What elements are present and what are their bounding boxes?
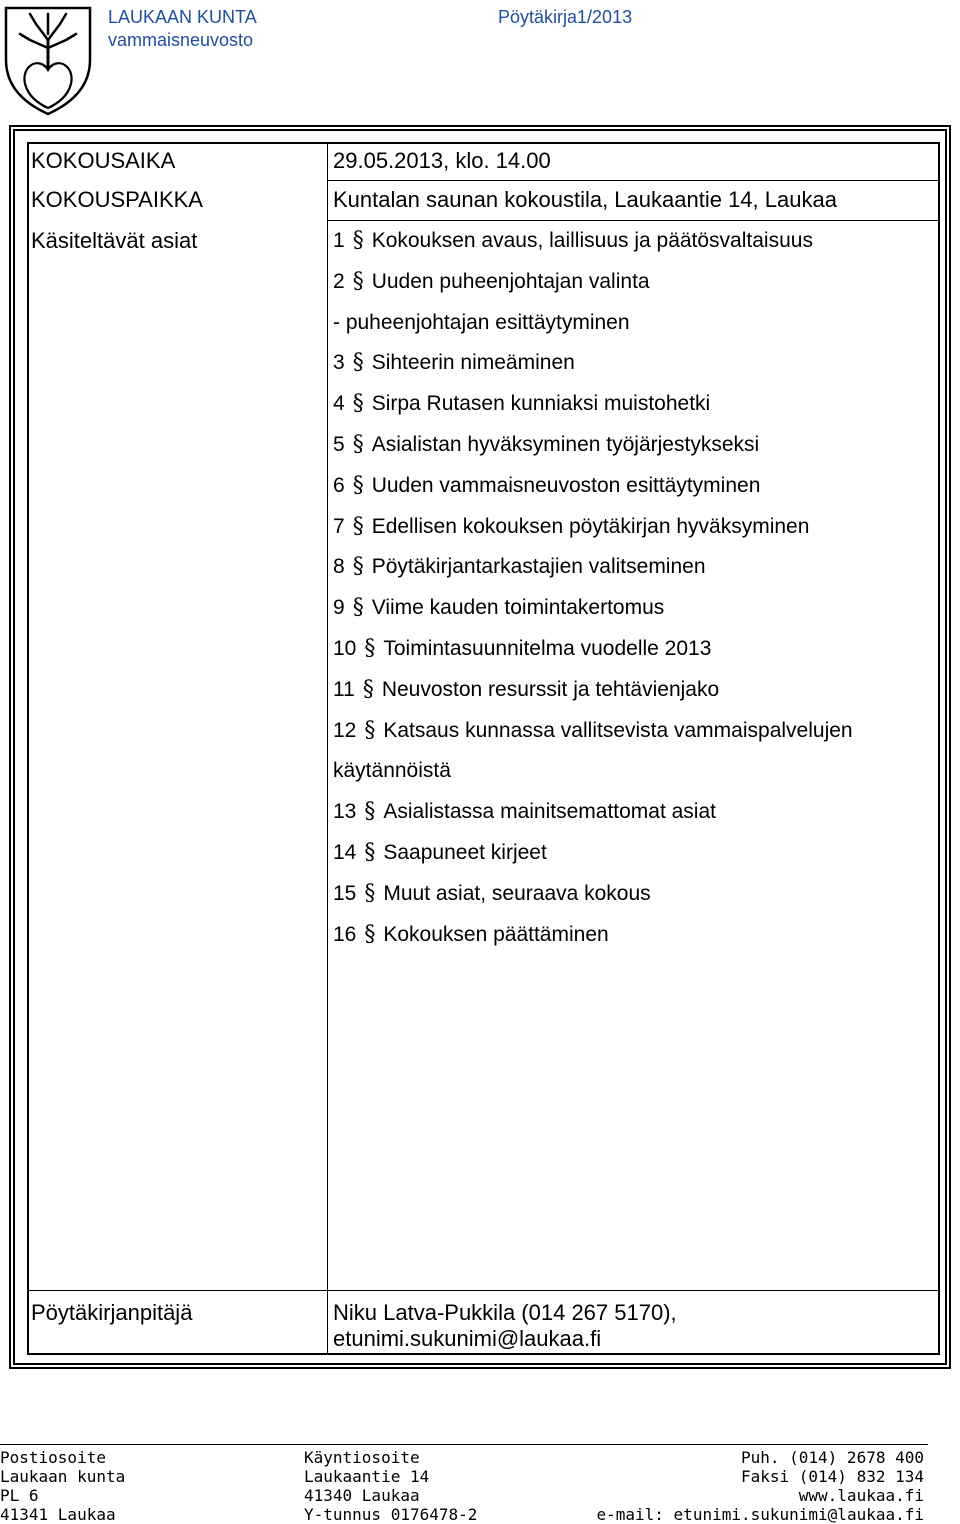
agenda-item — [333, 881, 651, 907]
secretary-label: Pöytäkirjanpitäjä — [31, 1300, 193, 1325]
agenda-item-number: 15 — [333, 882, 357, 905]
meeting-time-label: KOKOUSAIKA — [31, 148, 176, 173]
section-sign: § — [352, 473, 364, 498]
meeting-time-value: 29.05.2013, klo. 14.00 — [333, 148, 551, 173]
meeting-table — [27, 142, 940, 1355]
agenda-item-text: - puheenjohtajan esittäytyminen — [333, 311, 630, 334]
section-sign: § — [364, 636, 376, 661]
footer-fax: Faksi (014) 832 134 — [740, 1467, 924, 1486]
agenda-item-number: 1 — [333, 229, 345, 252]
section-sign: § — [352, 432, 364, 457]
agenda-item-number: 2 — [333, 270, 345, 293]
agenda-item — [333, 350, 575, 376]
agenda-item — [333, 514, 809, 540]
section-sign: § — [364, 881, 376, 906]
agenda-item-number: 11 — [333, 678, 355, 701]
agenda-item-number: 12 — [333, 719, 357, 742]
column-divider — [327, 144, 328, 1353]
agenda-item-number: 6 — [333, 474, 345, 497]
agenda-item-number: 3 — [333, 351, 345, 374]
section-sign: § — [364, 718, 376, 743]
secretary-name: Niku Latva-Pukkila (014 267 5170), — [333, 1300, 677, 1325]
agenda-item-number: 4 — [333, 392, 345, 415]
section-sign: § — [364, 922, 376, 947]
section-sign: § — [352, 391, 364, 416]
agenda-item — [333, 718, 853, 744]
agenda-item — [333, 391, 710, 417]
agenda-item-text: Asialistassa mainitsemattomat asiat — [383, 800, 716, 823]
agenda-item-text: Uuden puheenjohtajan valinta — [371, 270, 650, 293]
agenda-item-number: 9 — [333, 596, 345, 619]
agenda-item-number: 10 — [333, 637, 357, 660]
agenda-item-text: Neuvoston resurssit ja tehtävienjako — [381, 678, 720, 701]
agenda-item-number: 14 — [333, 841, 357, 864]
agenda-item-number: 13 — [333, 800, 357, 823]
document-id: Pöytäkirja1/2013 — [498, 7, 633, 27]
footer-text: 41340 Laukaa — [304, 1486, 420, 1505]
agenda-item — [333, 432, 759, 458]
agenda-item-text: käytännöistä — [333, 759, 451, 782]
agenda-item-text: Viime kauden toimintakertomus — [371, 596, 665, 619]
agenda-label: Käsiteltävät asiat — [31, 228, 198, 253]
footer-text: Laukaan kunta — [0, 1467, 126, 1486]
footer-email: e-mail: etunimi.sukunimi@laukaa.fi — [596, 1505, 924, 1524]
agenda-item-text: Kokouksen päättäminen — [383, 923, 609, 946]
row-divider — [29, 1290, 938, 1291]
agenda-item-text: Sirpa Rutasen kunniaksi muistohetki — [371, 392, 711, 415]
footer-divider — [0, 1444, 928, 1445]
agenda-item-text: Toimintasuunnitelma vuodelle 2013 — [383, 637, 712, 660]
agenda-item-text: Pöytäkirjantarkastajien valitseminen — [371, 555, 706, 578]
footer-text: 41341 Laukaa — [0, 1505, 116, 1524]
agenda-item — [333, 310, 630, 336]
agenda-item — [333, 840, 547, 866]
section-sign: § — [352, 350, 364, 375]
agenda-item — [333, 799, 716, 825]
agenda-item — [333, 677, 719, 703]
agenda-item-text: Sihteerin nimeäminen — [371, 351, 575, 374]
unit-name: vammaisneuvosto — [108, 30, 254, 50]
row-divider — [327, 220, 938, 221]
footer-text: Käyntiosoite — [304, 1448, 420, 1467]
footer-text: Y-tunnus 0176478-2 — [304, 1505, 478, 1524]
agenda-item-text: Muut asiat, seuraava kokous — [383, 882, 651, 905]
footer-text: Laukaantie 14 — [304, 1467, 430, 1486]
agenda-item — [333, 922, 609, 948]
section-sign: § — [352, 514, 364, 539]
agenda-item-number: 5 — [333, 433, 345, 456]
agenda-item-number: 8 — [333, 555, 345, 578]
agenda-item — [333, 269, 650, 295]
agenda-item-number: 7 — [333, 515, 345, 538]
agenda-item — [333, 473, 760, 499]
section-sign: § — [352, 595, 364, 620]
section-sign: § — [364, 799, 376, 824]
agenda-item-number: 16 — [333, 923, 357, 946]
agenda-item — [333, 636, 711, 662]
footer-text: Postiosoite — [0, 1448, 106, 1467]
agenda-item — [333, 758, 451, 784]
agenda-item-text: Saapuneet kirjeet — [383, 841, 547, 864]
agenda-item-text: Asialistan hyväksyminen työjärjestykseksi — [371, 433, 760, 456]
meeting-place-label: KOKOUSPAIKKA — [31, 187, 203, 212]
footer-website: www.laukaa.fi — [798, 1486, 924, 1505]
agenda-item — [333, 554, 706, 580]
meeting-place-value: Kuntalan saunan kokoustila, Laukaantie 14, Laukaa — [333, 187, 837, 212]
footer-text: PL 6 — [0, 1486, 39, 1505]
agenda-item-text: Edellisen kokouksen pöytäkirjan hyväksyminen — [371, 515, 810, 538]
agenda-item — [333, 228, 813, 254]
section-sign: § — [352, 228, 364, 253]
section-sign: § — [352, 269, 364, 294]
agenda-item-text: Uuden vammaisneuvoston esittäytyminen — [371, 474, 761, 497]
footer-phone: Puh. (014) 2678 400 — [740, 1448, 924, 1467]
section-sign: § — [352, 554, 364, 579]
municipality-logo-icon — [0, 0, 96, 118]
row-divider — [327, 180, 938, 181]
section-sign: § — [364, 840, 376, 865]
section-sign: § — [362, 677, 374, 702]
agenda-item-text: Katsaus kunnassa vallitsevista vammaispalvelujen — [383, 719, 853, 742]
meeting-table-frame — [9, 125, 951, 1369]
secretary-email: etunimi.sukunimi@laukaa.fi — [333, 1326, 602, 1351]
agenda-item-text: Kokouksen avaus, laillisuus ja päätösvaltaisuus — [371, 229, 813, 252]
organization-name: LAUKAAN KUNTA — [108, 7, 257, 27]
agenda-item — [333, 595, 664, 621]
